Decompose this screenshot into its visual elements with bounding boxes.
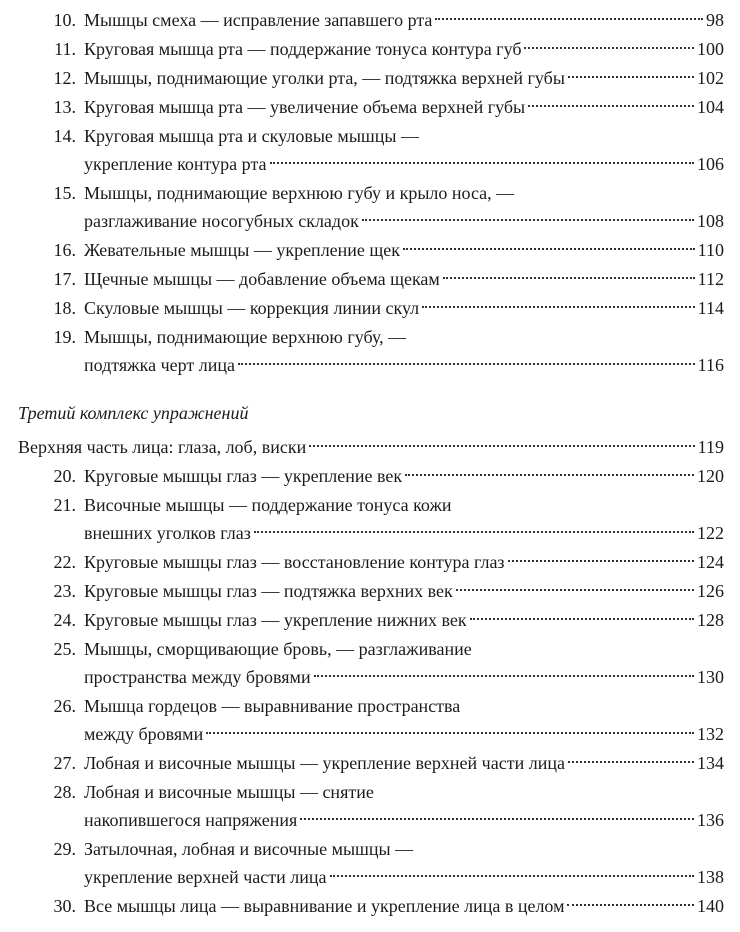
- entry-number: 12.: [53, 68, 76, 88]
- entry-number: 27.: [53, 753, 76, 773]
- entry-title-line: Лобная и височные мышцы — снятие: [84, 782, 374, 802]
- toc-entry[interactable]: [18, 891, 724, 921]
- entry-title: Лобная и височные мышцы — укрепление верхней части лица: [84, 753, 565, 773]
- entry-title-line: Височные мышцы — поддержание тонуса кожи: [84, 495, 452, 515]
- dot-leader: [238, 363, 695, 365]
- entry-number: 16.: [53, 240, 76, 260]
- page-number: 120: [697, 466, 724, 486]
- dot-leader: [508, 560, 694, 562]
- toc-entry[interactable]: [18, 461, 724, 491]
- toc-entry[interactable]: [18, 834, 724, 887]
- page-number: 106: [697, 154, 724, 174]
- entry-title: Круговая мышца рта — поддержание тонуса контура губ: [84, 39, 522, 59]
- page-number: 108: [697, 211, 724, 231]
- dot-leader: [470, 618, 694, 620]
- entry-title: внешних уголков глаз: [84, 523, 251, 543]
- toc-entry[interactable]: [18, 605, 724, 635]
- entry-number: 18.: [53, 298, 76, 318]
- toc-entry[interactable]: [18, 121, 724, 174]
- entry-title: укрепление верхней части лица: [84, 867, 327, 887]
- entry-title: Жевательные мышцы — укрепление щек: [84, 240, 401, 260]
- entry-title: укрепление контура рта: [84, 154, 267, 174]
- entry-title: Мышцы, поднимающие уголки рта, — подтяжка верхней губы: [84, 68, 565, 88]
- dot-leader: [422, 306, 695, 308]
- dot-leader: [435, 18, 703, 20]
- toc-entry[interactable]: [18, 264, 724, 294]
- page-number: 110: [697, 240, 724, 260]
- entry-title: Мышцы смеха — исправление запавшего рта: [84, 10, 433, 30]
- entry-number: 22.: [53, 552, 76, 572]
- entry-title: подтяжка черт лица: [84, 355, 235, 375]
- entry-title: Круговые мышцы глаз — укрепление нижних век: [84, 610, 467, 630]
- entry-number: 23.: [53, 581, 76, 601]
- page-number: 102: [697, 68, 724, 88]
- entry-number: 14.: [53, 126, 76, 146]
- toc-entry[interactable]: [18, 748, 724, 778]
- page-number: 112: [697, 269, 724, 289]
- entry-number: 15.: [53, 183, 76, 203]
- page-number: 138: [697, 867, 724, 887]
- entry-title: Круговые мышцы глаз — подтяжка верхних век: [84, 581, 453, 601]
- toc-entry[interactable]: [18, 547, 724, 577]
- toc-entry[interactable]: [18, 691, 724, 744]
- page-number: 122: [697, 523, 724, 543]
- entry-number: 20.: [53, 466, 76, 486]
- entry-number: 28.: [53, 782, 76, 802]
- entry-title-line: Затылочная, лобная и височные мышцы —: [84, 839, 414, 859]
- entry-title: Круговые мышцы глаз — укрепление век: [84, 466, 403, 486]
- dot-leader: [206, 732, 694, 734]
- toc-entry[interactable]: [18, 235, 724, 265]
- page-number: 134: [697, 753, 724, 773]
- page-number: 132: [697, 724, 724, 744]
- dot-leader: [568, 76, 694, 78]
- toc-entry[interactable]: [18, 490, 724, 543]
- page-number: 104: [697, 97, 724, 117]
- entry-title-line: Мышцы, поднимающие верхнюю губу, —: [84, 327, 407, 347]
- page-number: 98: [706, 10, 724, 30]
- section-heading: Третий комплекс упражнений: [18, 403, 249, 423]
- entry-title: Скуловые мышцы — коррекция линии скул: [84, 298, 420, 318]
- page-number: 128: [697, 610, 724, 630]
- entry-title: между бровями: [84, 724, 204, 744]
- dot-leader: [528, 105, 694, 107]
- entry-title-line: Круговая мышца рта и скуловые мышцы —: [84, 126, 419, 146]
- entry-title: накопившегося напряжения: [84, 810, 298, 830]
- entry-number: 26.: [53, 696, 76, 716]
- entry-title: Все мышцы лица — выравнивание и укрепление лица в целом: [84, 896, 565, 916]
- dot-leader: [524, 47, 694, 49]
- dot-leader: [456, 589, 694, 591]
- toc-entry[interactable]: [18, 34, 724, 64]
- page-number: 126: [697, 581, 724, 601]
- toc-entry[interactable]: [18, 576, 724, 606]
- toc-entry[interactable]: [18, 5, 724, 35]
- page-number: 116: [697, 355, 724, 375]
- dot-leader: [567, 904, 694, 906]
- dot-leader: [314, 675, 694, 677]
- entry-number: 29.: [53, 839, 76, 859]
- page-number: 140: [697, 896, 724, 916]
- toc-entry[interactable]: [18, 92, 724, 122]
- dot-leader: [443, 277, 695, 279]
- dot-leader: [568, 761, 694, 763]
- dot-leader: [403, 248, 695, 250]
- page-number: 114: [697, 298, 724, 318]
- toc-entry[interactable]: [18, 293, 724, 323]
- entry-title: Круговая мышца рта — увеличение объема верхней губы: [84, 97, 526, 117]
- chapter-title: Верхняя часть лица: глаза, лоб, виски: [18, 437, 307, 457]
- entry-title: пространства между бровями: [84, 667, 311, 687]
- entry-number: 19.: [53, 327, 76, 347]
- entry-title: Щечные мышцы — добавление объема щекам: [84, 269, 440, 289]
- entry-number: 10.: [53, 10, 76, 30]
- entry-number: 13.: [53, 97, 76, 117]
- toc-entry[interactable]: [18, 178, 724, 231]
- toc-entry[interactable]: [18, 63, 724, 93]
- page-number: 124: [697, 552, 724, 572]
- entry-number: 11.: [54, 39, 76, 59]
- toc-entry[interactable]: [18, 322, 724, 375]
- dot-leader: [362, 219, 694, 221]
- entry-number: 17.: [53, 269, 76, 289]
- entry-number: 21.: [53, 495, 76, 515]
- page-number: 100: [697, 39, 724, 59]
- toc-entry[interactable]: [18, 634, 724, 687]
- entry-title-line: Мышцы, сморщивающие бровь, — разглаживание: [84, 639, 472, 659]
- dot-leader: [309, 445, 694, 447]
- toc-chapter[interactable]: [18, 432, 724, 462]
- dot-leader: [405, 474, 694, 476]
- page-number: 130: [697, 667, 724, 687]
- entry-number: 30.: [53, 896, 76, 916]
- entry-title-line: Мышца гордецов — выравнивание пространства: [84, 696, 461, 716]
- page-number: 136: [697, 810, 724, 830]
- toc-entry[interactable]: [18, 777, 724, 830]
- dot-leader: [330, 875, 695, 877]
- entry-number: 24.: [53, 610, 76, 630]
- page-number: 119: [697, 437, 724, 457]
- dot-leader: [300, 818, 694, 820]
- entry-title: разглаживание носогубных складок: [84, 211, 359, 231]
- entry-title-line: Мышцы, поднимающие верхнюю губу и крыло носа, —: [84, 183, 515, 203]
- entry-number: 25.: [53, 639, 76, 659]
- dot-leader: [254, 531, 694, 533]
- entry-title: Круговые мышцы глаз — восстановление контура глаз: [84, 552, 505, 572]
- dot-leader: [270, 162, 694, 164]
